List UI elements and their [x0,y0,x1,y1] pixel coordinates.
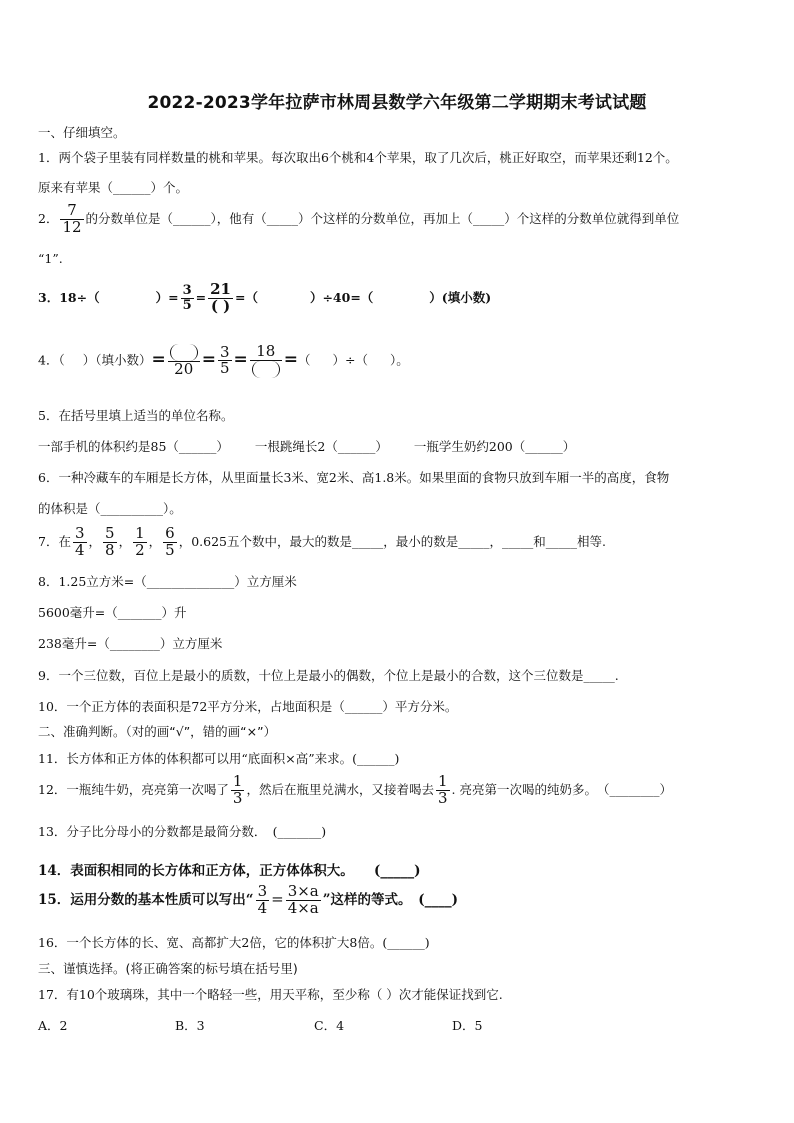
fraction-blank-20: 20 [168,344,200,378]
fraction-3-5: $\frac{3}{5}$ [219,342,230,378]
option-a: A．2 [38,1018,68,1033]
question-2 [38,203,679,236]
section-choice: 三、谨慎选择。(将正确答案的标号填在括号里) [38,961,298,976]
question-3: 3．18÷（ ）= $\frac{3}{5}$ = $\frac{21}{( )}$ =（ ）÷40=（ ）(填小数) [38,280,492,315]
section-fill-in: 一、仔细填空。 [38,125,126,140]
question-14: 14．表面积相同的长方体和正方体，正方体体积大。 (_____) [38,863,421,879]
fraction-1-2: $\frac{1}{2}$ [135,524,145,559]
question-4: 4．（ ）（填小数）= 20 = $\frac{3}{5}$ = 18 =（ ）÷（ ）。 [38,342,409,378]
question-1-line-1: 1．两个袋子里装有同样数量的桃和苹果。每次取出6个桃和4个苹果，取了几次后，桃正好取空，而苹果还剩12个。 [38,150,678,165]
fraction-21-blank: $\frac{21}{( )}$ [210,280,231,315]
question-2-text: 的分数单位是（______），他有（_____）个这样的分数单位，再加上（_____）个这样的分数单位就得到单位 [85,210,680,226]
question-13: 13．分子比分母小的分数都是最简分数． (_______) [38,824,327,839]
question-15: 15．运用分数的基本性质可以写出“ $\frac{3}{4}$ = $\frac{3\times a}{4\times a}$ ”这样的等式。 (____) [38,882,459,917]
fraction-3a-4a: $\frac{3\times a}{4\times a}$ [287,882,319,917]
fraction-7-12: $\frac{7}{12}$ [62,201,82,236]
fraction-3-4: $\frac{3}{4}$ [257,882,268,917]
fraction-3-4: $\frac{3}{4}$ [74,524,85,559]
question-5: 5．在括号里填上适当的单位名称。 [38,408,234,423]
fraction-5-8: $\frac{5}{8}$ [105,524,115,559]
fraction-1-3: $\frac{1}{3}$ [232,772,243,807]
fraction-6-5: $\frac{6}{5}$ [165,524,175,559]
question-8-line-1: 8．1.25立方米=（______________）立方厘米 [38,574,297,589]
section-judgement: 二、准确判断。（对的画“√”，错的画“×”） [38,724,277,739]
question-11: 11．长方体和正方体的体积都可以用“底面积×高”来求。(______) [38,751,400,766]
question-8-line-3: 238毫升=（________）立方厘米 [38,636,223,651]
question-6-line-1: 6．一种冷藏车的车厢是长方体，从里面量长3米、宽2米、高1.8米。如果里面的食物只放到车厢一半的高度，食物 [38,470,670,485]
option-c: C．4 [314,1018,345,1033]
question-8-line-2: 5600毫升=（_______）升 [38,605,187,620]
blank-paren [170,344,198,361]
option-d: D．5 [452,1018,483,1033]
question-10: 10．一个正方体的表面积是72平方分米，占地面积是（______）平方分米。 [38,699,458,714]
question-1-line-2: 原来有苹果（______）个。 [38,180,189,195]
question-7: 7．在 $\frac{3}{4}$ ， $\frac{5}{8}$ ， $\frac{1}{2}$ ， $\frac{6}{5}$ ，0.625五个数中，最大的数是_____，最小的数是_____，_____和_____相等. [38,524,606,559]
question-number: 2． [38,210,59,226]
fraction-1-3: $\frac{1}{3}$ [437,772,448,807]
question-17: 17．有10个玻璃珠，其中一个略轻一些，用天平称，至少称（ ）次才能保证找到它. [38,987,503,1002]
fraction-18-blank: 18 [250,344,282,378]
page-title: 2022-2023学年拉萨市林周县数学六年级第二学期期末考试试题 [147,93,647,113]
blank-paren [252,361,280,378]
question-9: 9．一个三位数，百位上是最小的质数，十位上是最小的偶数，个位上是最小的合数，这个三位数是_____. [38,668,619,683]
option-b: B．3 [175,1018,205,1033]
question-6-line-2: 的体积是（__________）。 [38,501,182,516]
question-12: 12．一瓶纯牛奶，亮亮第一次喝了 $\frac{1}{3}$ ，然后在瓶里兑满水，又接着喝去 $\frac{1}{3}$ . 亮亮第一次喝的纯奶多。 （________） [38,772,672,807]
fraction-3-5: $\frac{3}{5}$ [182,283,192,313]
question-2-line-2: “1”. [38,251,63,266]
question-5-items: 一部手机的体积约是85（______） 一根跳绳长2（______） 一瓶学生奶约200（______） [38,439,576,454]
question-16: 16．一个长方体的长、宽、高都扩大2倍，它的体积扩大8倍。(______) [38,935,430,950]
